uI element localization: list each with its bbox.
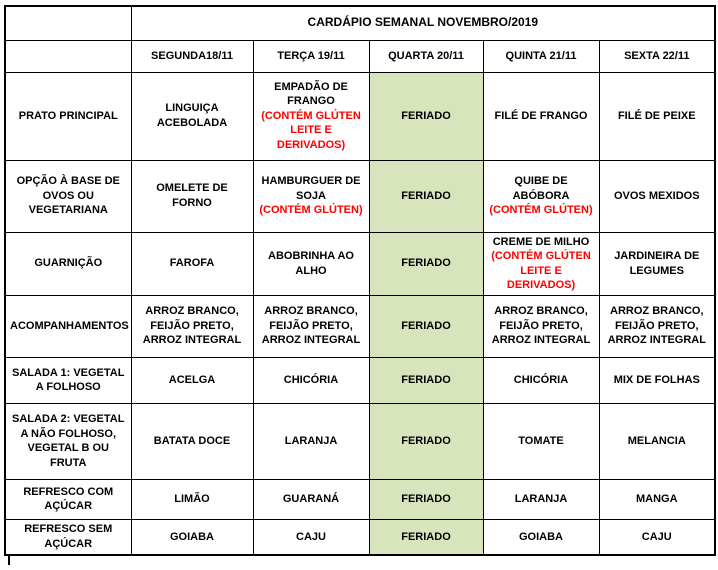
table-row [5,160,715,232]
menu-cell [599,232,715,295]
menu-item-text: CHICÓRIA [513,373,569,386]
menu-cell [483,479,599,519]
row-label: SALADA 1: VEGETAL A FOLHOSO [5,357,131,403]
menu-cell [131,357,253,403]
table-row [5,519,715,555]
menu-cell [131,479,253,519]
day-header-friday: SEXTA 22/11 [599,40,715,72]
table-row [5,232,715,295]
menu-item-text: HAMBURGUER DE SOJA [261,175,361,202]
day-header-thursday: QUINTA 21/11 [483,40,599,72]
menu-cell [253,357,369,403]
feriado-cell [369,295,483,357]
menu-item-text: FERIADO [401,189,451,202]
table-row [5,295,715,357]
menu-cell [483,232,599,295]
menu-cell [599,357,715,403]
feriado-cell [369,160,483,232]
allergen-note: (CONTÉM GLÚTEN) [489,204,593,217]
menu-item-text: MIX DE FOLHAS [613,373,700,386]
menu-item-text: JARDINEIRA DE LEGUMES [614,250,700,277]
menu-item-text: OMELETE DE FORNO [156,182,228,209]
row-label: PRATO PRINCIPAL [5,72,131,160]
menu-item-text: CAJU [641,530,672,543]
table-title: CARDÁPIO SEMANAL NOVEMBRO/2019 [131,6,715,40]
menu-cell [483,357,599,403]
menu-cell [253,295,369,357]
menu-cell [131,403,253,479]
menu-cell [599,295,715,357]
menu-cell [483,295,599,357]
corner-cell [5,6,131,40]
menu-cell [483,72,599,160]
weekly-menu-table [4,5,716,556]
menu-cell [253,519,369,555]
menu-cell [131,519,253,555]
menu-cell [483,160,599,232]
day-header-monday: SEGUNDA18/11 [131,40,253,72]
menu-item-text: FERIADO [401,319,451,332]
menu-cell [131,160,253,232]
feriado-cell [369,72,483,160]
menu-item-text: FAROFA [169,257,215,270]
menu-item-text: BATATA DOCE [153,434,231,447]
row-label: GUARNIÇÃO [5,232,131,295]
row-label: ACOMPANHAMENTOS [5,295,131,357]
menu-item-text: FERIADO [401,373,451,386]
menu-item-text: LINGUIÇA ACEBOLADA [156,102,228,129]
menu-item-text: FILÉ DE PEIXE [617,109,696,122]
row-label: OPÇÃO À BASE DE OVOS OU VEGETARIANA [5,160,131,232]
menu-cell [253,72,369,160]
menu-item-text: FERIADO [401,434,451,447]
menu-cell [131,232,253,295]
row-label: REFRESCO COM AÇÚCAR [5,479,131,519]
menu-cell [131,72,253,160]
menu-cell [483,403,599,479]
menu-item-text: CHICÓRIA [283,373,339,386]
menu-cell [599,403,715,479]
table-row [5,479,715,519]
table-row [5,403,715,479]
table-row [5,357,715,403]
row-label: REFRESCO SEM AÇÚCAR [5,519,131,555]
menu-item-text: GOIABA [519,530,563,543]
menu-cell [253,160,369,232]
menu-item-text: ARROZ BRANCO, FEIJÃO PRETO, ARROZ INTEGRAL [491,305,591,347]
menu-item-text: ACELGA [168,373,216,386]
feriado-cell [369,232,483,295]
next-row-gridline [8,556,134,565]
menu-cell [253,479,369,519]
menu-item-text: FERIADO [401,530,451,543]
menu-item-text: CREME DE MILHO [492,235,590,248]
menu-item-text: QUIBE DE ABÓBORA [512,175,570,202]
menu-item-text: LIMÃO [174,492,210,505]
menu-item-text: GOIABA [170,530,214,543]
allergen-note: (CONTÉM GLÚTEN LEITE E DERIVADOS) [491,250,591,292]
feriado-cell [369,403,483,479]
menu-item-text: MANGA [636,492,678,505]
menu-cell [131,295,253,357]
menu-cell [599,160,715,232]
menu-item-text: FILÉ DE FRANGO [494,109,588,122]
menu-item-text: ARROZ BRANCO, FEIJÃO PRETO, ARROZ INTEGRAL [142,305,242,347]
menu-item-text: OVOS MEXIDOS [613,189,700,202]
menu-item-text: CAJU [296,530,326,543]
menu-item-text: ARROZ BRANCO, FEIJÃO PRETO, ARROZ INTEGRAL [261,305,361,347]
menu-item-text: MELANCIA [627,434,686,447]
menu-item-text: LARANJA [514,492,568,505]
feriado-cell [369,357,483,403]
menu-cell [599,519,715,555]
menu-item-text: ABOBRINHA AO ALHO [268,250,354,277]
menu-item-text: ARROZ BRANCO, FEIJÃO PRETO, ARROZ INTEGRAL [607,305,706,347]
menu-item-text: FERIADO [401,109,451,122]
menu-item-text: FERIADO [401,492,451,505]
allergen-note: (CONTÉM GLÚTEN) [259,204,363,217]
menu-item-text: EMPADÃO DE FRANGO [274,80,348,108]
allergen-note: (CONTÉM GLÚTEN LEITE E DERIVADOS) [261,109,361,151]
table-row [5,72,715,160]
day-header-tuesday: TERÇA 19/11 [253,40,369,72]
menu-item-text: TOMATE [518,434,564,447]
menu-cell [253,403,369,479]
corner-cell [5,40,131,72]
menu-cell [599,72,715,160]
row-label: SALADA 2: VEGETAL A NÃO FOLHOSO, VEGETAL B OU FRUTA [5,403,131,479]
menu-cell [483,519,599,555]
menu-item-text: LARANJA [284,434,338,447]
feriado-cell [369,519,483,555]
menu-cell [599,479,715,519]
menu-item-text: GUARANÁ [282,492,340,505]
feriado-cell [369,479,483,519]
menu-cell [253,232,369,295]
day-header-wednesday: QUARTA 20/11 [369,40,483,72]
menu-item-text: FERIADO [401,257,451,270]
